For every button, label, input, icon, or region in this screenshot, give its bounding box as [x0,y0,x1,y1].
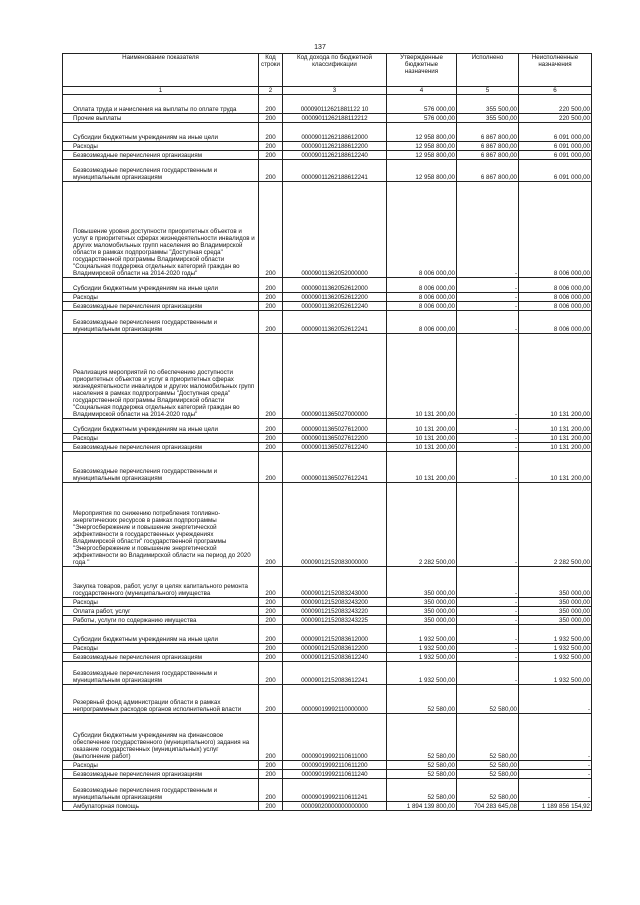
row-executed: - [457,434,519,443]
table-row [63,151,592,160]
row-income-code: 00009011362052612241 [283,311,387,334]
row-income-code: 00009012152083612241 [283,662,387,685]
row-approved: 52 580,00 [387,770,457,779]
row-executed: - [457,616,519,625]
row-name: Расходы [63,761,259,770]
row-approved: 10 131 200,00 [387,452,457,483]
header-row [63,54,592,87]
row-executed: - [457,598,519,607]
row-line-code: 200 [259,452,283,483]
row-approved: 1 932 500,00 [387,644,457,653]
row-line-code: 200 [259,653,283,662]
row-income-code: 00009019992110611240 [283,770,387,779]
row-name: Безвозмездные перечисления организациям [63,770,259,779]
table-row [63,419,592,434]
row-unexecuted: 8 006 000,00 [519,278,592,293]
row-executed: 52 580,00 [457,770,519,779]
row-income-code: 00009020000000000000 [283,802,387,811]
row-line-code: 200 [259,123,283,142]
row-unexecuted: - [519,685,592,714]
row-line-code: 200 [259,95,283,114]
row-name: Мероприятия по снижению потребления топливно-энергетических ресурсов в рамках подпрограммы "Энергосбережение и повышение энергетической эффективности в государственных учреждениях Владимирской области" государственной программы "Энергосбережение и повышение энергетической эффективности во Владимирской области на период до 2020 года " [63,483,259,567]
column-number: 2 [259,87,283,95]
page-number: 137 [314,44,326,51]
row-executed: - [457,662,519,685]
row-approved: 8 006 000,00 [387,302,457,311]
row-approved: 2 282 500,00 [387,483,457,567]
row-line-code: 200 [259,483,283,567]
table-row [63,160,592,182]
row-income-code: 00009011362052612200 [283,293,387,302]
row-income-code: 000090112621881122 10 [283,95,387,114]
row-approved: 8 006 000,00 [387,278,457,293]
row-name: Безвозмездные перечисления организациям [63,443,259,452]
row-executed: 355 500,00 [457,95,519,114]
row-income-code: 00009011365027000000 [283,334,387,419]
row-executed: 6 867 800,00 [457,142,519,151]
row-executed: - [457,278,519,293]
row-line-code: 200 [259,114,283,123]
header-income-code: Код дохода по бюджетной классификации [283,54,387,87]
row-executed: - [457,311,519,334]
header-executed: Исполнено [457,54,519,87]
table-row [63,567,592,598]
row-income-code: 00009019992110611200 [283,761,387,770]
row-name: Субсидии бюджетным учреждениям на иные цели [63,123,259,142]
row-line-code: 200 [259,434,283,443]
row-line-code: 200 [259,625,283,644]
row-name: Расходы [63,434,259,443]
table-row [63,779,592,802]
row-income-code: 00009019992110611000 [283,714,387,761]
row-approved: 576 000,00 [387,114,457,123]
row-unexecuted: 1 932 500,00 [519,625,592,644]
row-executed: 6 867 800,00 [457,123,519,142]
row-executed: - [457,419,519,434]
column-number: 6 [519,87,592,95]
row-line-code: 200 [259,160,283,182]
column-number: 1 [63,87,259,95]
table-row [63,334,592,419]
row-income-code: 00009011365027612200 [283,434,387,443]
row-income-code: 00009011362052612000 [283,278,387,293]
row-income-code: 00009011262188612000 [283,123,387,142]
column-number-row [63,87,592,95]
row-approved: 12 958 800,00 [387,151,457,160]
row-income-code: 00009012152083000000 [283,483,387,567]
row-line-code: 200 [259,278,283,293]
row-unexecuted: 220 500,00 [519,114,592,123]
row-name: Безвозмездные перечисления государственным и муниципальным организациям [63,662,259,685]
table-row [63,598,592,607]
table-row [63,644,592,653]
row-name: Безвозмездные перечисления государственным и муниципальным организациям [63,160,259,182]
row-executed: - [457,567,519,598]
row-unexecuted: 10 131 200,00 [519,419,592,434]
row-executed: - [457,182,519,278]
row-name: Амбулаторная помощь [63,802,259,811]
row-name: Безвозмездные перечисления государственным и муниципальным организациям [63,311,259,334]
row-executed: 355 500,00 [457,114,519,123]
row-income-code: 00009012152083243200 [283,598,387,607]
row-approved: 10 131 200,00 [387,443,457,452]
row-name: Повышение уровня доступности приоритетных объектов и услуг в приоритетных сферах жизнедеятельности инвалидов и других маломобильных групп населения во Владимирской области в рамках подпрограммы "Доступная среда" государственной программы Владимирской области "Социальная поддержка отдельных категорий граждан во Владимирской области на 2014-2020 годы" [63,182,259,278]
row-approved: 1 894 139 800,00 [387,802,457,811]
row-name: Расходы [63,293,259,302]
row-executed: - [457,644,519,653]
row-unexecuted: 8 006 000,00 [519,293,592,302]
row-executed: - [457,483,519,567]
row-line-code: 200 [259,644,283,653]
table-row [63,607,592,616]
row-line-code: 200 [259,334,283,419]
row-income-code: 00009012152083243000 [283,567,387,598]
row-name: Закупка товаров, работ, услуг в целях капитального ремонта государственного (муниципального) имущества [63,567,259,598]
row-approved: 52 580,00 [387,779,457,802]
row-unexecuted: 10 131 200,00 [519,334,592,419]
row-line-code: 200 [259,443,283,452]
row-line-code: 200 [259,616,283,625]
row-approved: 52 580,00 [387,685,457,714]
row-approved: 10 131 200,00 [387,419,457,434]
row-line-code: 200 [259,311,283,334]
table-row [63,714,592,761]
table-row [63,483,592,567]
table-row [63,452,592,483]
table-row [63,761,592,770]
row-executed: 52 580,00 [457,685,519,714]
row-name: Субсидии бюджетным учреждениям на иные цели [63,625,259,644]
row-income-code: 00009011365027612000 [283,419,387,434]
row-unexecuted: 350 000,00 [519,598,592,607]
row-executed: - [457,653,519,662]
table-row [63,293,592,302]
row-name: Реализация мероприятий по обеспечению доступности приоритетных объектов и услуг в приоритетных сферах жизнедеятельности инвалидов и других маломобильных групп населения в рамках подпрограммы "Доступная среда" государственной программы Владимирской области "Социальная поддержка отдельных категорий граждан во Владимирской области на 2014-2020 годы" [63,334,259,419]
row-approved: 10 131 200,00 [387,334,457,419]
row-income-code: 00009012152083612240 [283,653,387,662]
table-row [63,434,592,443]
row-income-code: 00009011262188612240 [283,151,387,160]
row-approved: 8 006 000,00 [387,182,457,278]
table-row [63,662,592,685]
row-executed: - [457,452,519,483]
row-unexecuted: 220 500,00 [519,95,592,114]
row-income-code: 00009011262188612241 [283,160,387,182]
table-row [63,311,592,334]
row-name: Безвозмездные перечисления организациям [63,302,259,311]
row-name: Резервный фонд администрации области в рамках непрограммных расходов органов исполнительной власти [63,685,259,714]
row-line-code: 200 [259,662,283,685]
table-row [63,182,592,278]
row-income-code: 00009012152083612000 [283,625,387,644]
row-unexecuted: 2 282 500,00 [519,483,592,567]
table-row [63,114,592,123]
row-unexecuted: 350 000,00 [519,616,592,625]
row-approved: 10 131 200,00 [387,434,457,443]
row-line-code: 200 [259,567,283,598]
row-income-code: 00009019992110000000 [283,685,387,714]
row-name: Расходы [63,598,259,607]
row-unexecuted: - [519,761,592,770]
budget-report-table [62,53,592,811]
row-income-code: 00009019992110611241 [283,779,387,802]
column-number: 5 [457,87,519,95]
row-line-code: 200 [259,419,283,434]
table-row [63,802,592,811]
row-approved: 1 932 500,00 [387,625,457,644]
row-income-code: 00009011365027612241 [283,452,387,483]
row-name: Оплата труда и начисления на выплаты по оплате труда [63,95,259,114]
row-approved: 350 000,00 [387,616,457,625]
row-line-code: 200 [259,293,283,302]
row-executed: - [457,302,519,311]
row-income-code: 00009011362052000000 [283,182,387,278]
row-unexecuted: - [519,779,592,802]
row-unexecuted: 6 091 000,00 [519,123,592,142]
row-approved: 8 006 000,00 [387,293,457,302]
row-unexecuted: 6 091 000,00 [519,151,592,160]
row-executed: - [457,334,519,419]
row-unexecuted: 8 006 000,00 [519,302,592,311]
row-name: Работы, услуги по содержанию имущества [63,616,259,625]
header-unexecuted: Неисполненные назначения [519,54,592,87]
row-executed: - [457,443,519,452]
row-unexecuted: - [519,770,592,779]
table-row [63,770,592,779]
row-approved: 12 958 800,00 [387,142,457,151]
row-unexecuted: 350 000,00 [519,607,592,616]
row-line-code: 200 [259,770,283,779]
row-approved: 1 932 500,00 [387,662,457,685]
table-row [63,616,592,625]
row-unexecuted: 1 189 856 154,92 [519,802,592,811]
row-executed: 52 580,00 [457,779,519,802]
row-executed: 52 580,00 [457,761,519,770]
row-line-code: 200 [259,685,283,714]
row-line-code: 200 [259,182,283,278]
row-unexecuted: 10 131 200,00 [519,452,592,483]
row-executed: - [457,293,519,302]
table-row [63,142,592,151]
row-unexecuted: - [519,714,592,761]
row-name: Расходы [63,142,259,151]
row-executed: 52 580,00 [457,714,519,761]
row-executed: 6 867 800,00 [457,160,519,182]
row-approved: 8 006 000,00 [387,311,457,334]
row-approved: 12 958 800,00 [387,160,457,182]
table-row [63,685,592,714]
row-approved: 1 932 500,00 [387,653,457,662]
row-unexecuted: 350 000,00 [519,567,592,598]
header-name: Наименование показателя [63,54,259,87]
row-unexecuted: 10 131 200,00 [519,434,592,443]
row-line-code: 200 [259,151,283,160]
row-name: Расходы [63,644,259,653]
row-approved: 12 958 800,00 [387,123,457,142]
table-row [63,95,592,114]
row-income-code: 00009011262188112212 [283,114,387,123]
row-unexecuted: 1 932 500,00 [519,662,592,685]
row-income-code: 00009011262188612200 [283,142,387,151]
column-number: 4 [387,87,457,95]
row-approved: 350 000,00 [387,567,457,598]
row-name: Безвозмездные перечисления государственным и муниципальным организациям [63,452,259,483]
row-line-code: 200 [259,142,283,151]
row-unexecuted: 6 091 000,00 [519,142,592,151]
row-executed: - [457,625,519,644]
header-line-code: Код строки [259,54,283,87]
row-unexecuted: 1 932 500,00 [519,644,592,653]
row-executed: 6 867 800,00 [457,151,519,160]
header-approved: Утвержденные бюджетные назначения [387,54,457,87]
row-name: Субсидии бюджетным учреждениям на иные цели [63,419,259,434]
row-approved: 350 000,00 [387,607,457,616]
row-approved: 576 000,00 [387,95,457,114]
row-income-code: 00009011362052612240 [283,302,387,311]
row-approved: 52 580,00 [387,714,457,761]
row-income-code: 00009012152083612200 [283,644,387,653]
row-name: Субсидии бюджетным учреждениям на финансовое обеспечение государственного (муниципального) задания на оказание государственных (муниципальных) услуг (выполнение работ) [63,714,259,761]
row-income-code: 00009012152083243225 [283,616,387,625]
row-line-code: 200 [259,779,283,802]
row-name: Прочие выплаты [63,114,259,123]
row-unexecuted: 6 091 000,00 [519,160,592,182]
row-approved: 52 580,00 [387,761,457,770]
row-line-code: 200 [259,607,283,616]
row-name: Безвозмездные перечисления государственным и муниципальным организациям [63,779,259,802]
row-line-code: 200 [259,761,283,770]
row-executed: 704 283 645,08 [457,802,519,811]
table-row [63,302,592,311]
row-income-code: 00009011365027612240 [283,443,387,452]
row-line-code: 200 [259,714,283,761]
row-unexecuted: 8 006 000,00 [519,311,592,334]
row-unexecuted: 10 131 200,00 [519,443,592,452]
table-row [63,443,592,452]
row-name: Субсидии бюджетным учреждениям на иные цели [63,278,259,293]
row-line-code: 200 [259,598,283,607]
table-body [63,95,592,811]
table-row [63,625,592,644]
table-row [63,278,592,293]
row-name: Безвозмездные перечисления организациям [63,653,259,662]
row-name: Оплата работ, услуг [63,607,259,616]
table-row [63,653,592,662]
row-executed: - [457,607,519,616]
row-income-code: 00009012152083243220 [283,607,387,616]
column-number: 3 [283,87,387,95]
row-line-code: 200 [259,302,283,311]
row-unexecuted: 1 932 500,00 [519,653,592,662]
row-line-code: 200 [259,802,283,811]
row-name: Безвозмездные перечисления организациям [63,151,259,160]
row-approved: 350 000,00 [387,598,457,607]
row-unexecuted: 8 006 000,00 [519,182,592,278]
table-row [63,123,592,142]
